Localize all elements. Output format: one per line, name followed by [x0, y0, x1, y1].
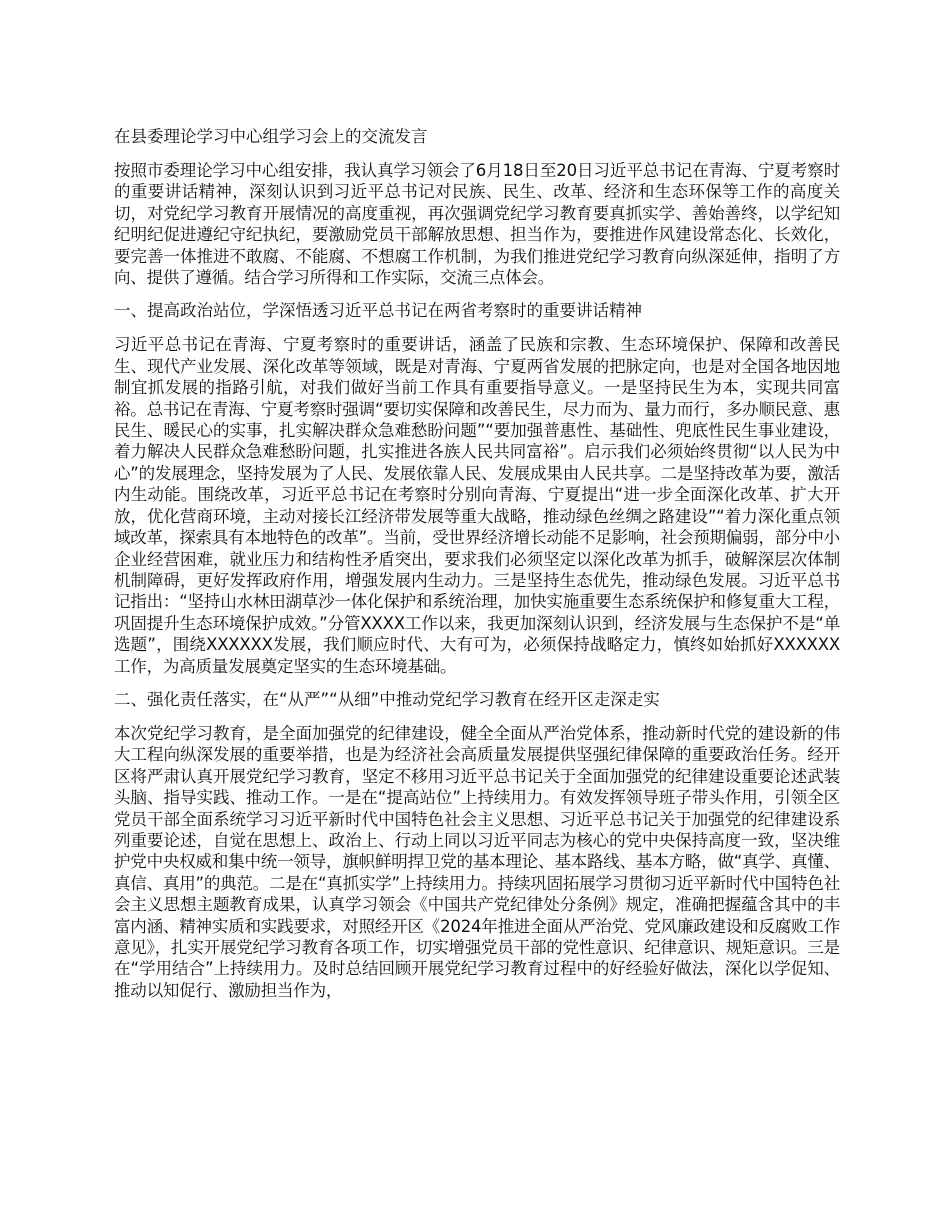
document-title: 在县委理论学习中心组学习会上的交流发言: [114, 127, 428, 146]
section-1-heading: 一、提高政治站位，学深悟透习近平总书记在两省考察时的重要讲话精神: [114, 301, 642, 321]
intro-paragraph: 按照市委理论学习中心组安排，我认真学习领会了6月18日至20日习近平总书记在青海、宁夏考察时的重要讲话精神，深刻认识到习近平总书记对民族、民生、改革、经济和生态环保等工作的高度关切，对党纪学习教育开展情况的高度重视，再次强调党纪学习教育要真抓实学、善始善终，以学纪知纪明纪促进遵纪守纪执纪，要激励党员干部解放思想、担当作为，要推进作风建设常态化、长效化，要完善一体推进不敢腐、不能腐、不想腐工作机制，为我们推进党纪学习教育向纵深延伸，指明了方向、提供了遵循。结合学习所得和工作实际，交流三点体会。: [114, 161, 840, 288]
section-1-paragraph: 习近平总书记在青海、宁夏考察时的重要讲话，涵盖了民族和宗教、生态环境保护、保障和改善民生、现代产业发展、深化改革等领域，既是对青海、宁夏两省发展的把脉定向，也是对全国各地因地制宜抓发展的指路引航，对我们做好当前工作具有重要指导意义。一是坚持民生为本，实现共同富裕。总书记在青海、宁夏考察时强调“要切实保障和改善民生，尽力而为、量力而行，多办顺民意、惠民生、暖民心的实事，扎实解决群众急难愁盼问题”“要加强普惠性、基础性、兜底性民生事业建设，着力解决人民群众急难愁盼问题，扎实推进各族人民共同富裕”。启示我们必须始终贯彻“以人民为中心”的发展理念，坚持发展为了人民、发展依靠人民、发展成果由人民共享。二是坚持改革为要，激活内生动能。围绕改革，习近平总书记在考察时分别向青海、宁夏提出“进一步全面深化改革、扩大开放，优化营商环境，主动对接长江经济带发展等重大战略，推动绿色丝绸之路建设”“着力深化重点领域改革，探索具有本地特色的改革”。当前，受世界经济增长动能不足影响，社会预期偏弱，部分中小企业经营困难，就业压力和结构性矛盾突出，要求我们必须坚定以深化改革为抓手，破解深层次体制机制障碍，更好发挥政府作用，增强发展内生动力。三是坚持生态优先，推动绿色发展。习近平总书记指出：“坚持山水林田湖草沙一体化保护和系统治理，加快实施重要生态系统保护和修复重大工程，巩固提升生态环境保护成效。”分管XXXX工作以来，我更加深刻认识到，经济发展与生态保护不是“单选题”，围绕XXXXXX发展，我们顺应时代、大有可为，必须保持战略定力，慎终如始抓好XXXXXX工作，为高质量发展奠定坚实的生态环境基础。: [114, 335, 840, 676]
section-2-paragraph: 本次党纪学习教育，是全面加强党的纪律建设，健全全面从严治党体系，推动新时代党的建设新的伟大工程向纵深发展的重要举措，也是为经济社会高质量发展提供坚强纪律保障的重要政治任务。经开区将严肃认真开展党纪学习教育，坚定不移用习近平总书记关于全面加强党的纪律建设重要论述武装头脑、指导实践、推动工作。一是在“提高站位”上持续用力。有效发挥领导班子带头作用，引领全区党员干部全面系统学习习近平新时代中国特色社会主义思想、习近平总书记关于加强党的纪律建设系列重要论述，自觉在思想上、政治上、行动上同以习近平同志为核心的党中央保持高度一致，坚决维护党中央权威和集中统一领导，旗帜鲜明捍卫党的基本理论、基本路线、基本方略，做“真学、真懂、真信、真用”的典范。二是在“真抓实学”上持续用力。持续巩固拓展学习贯彻习近平新时代中国特色社会主义思想主题教育成果，认真学习领会《中国共产党纪律处分条例》规定，准确把握蕴含其中的丰富内涵、精神实质和实践要求，对照经开区《2024年推进全面从严治党、党风廉政建设和反腐败工作意见》，扎实开展党纪学习教育各项工作，切实增强党员干部的党性意识、纪律意识、规矩意识。三是在“学用结合”上持续用力。及时总结回顾开展党纪学习教育过程中的好经验好做法，深化以学促知、推动以知促行、激励担当作为，: [114, 723, 840, 1000]
document-page: [114, 126, 840, 1013]
section-2-heading: 二、强化责任落实，在“从严”“从细”中推动党纪学习教育在经开区走深走实: [114, 689, 660, 709]
